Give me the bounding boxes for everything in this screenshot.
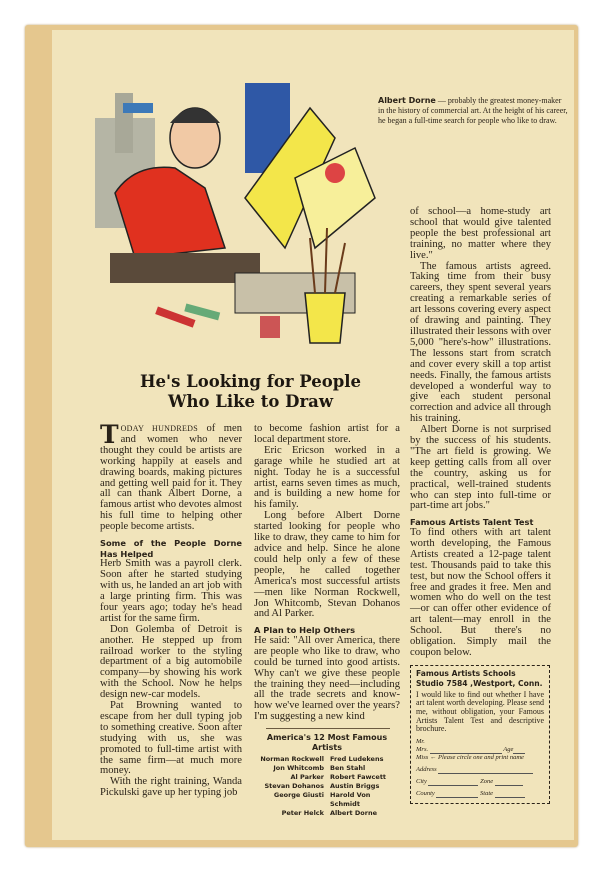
zone-label: Zone — [480, 777, 494, 785]
paragraph: Pat Browning wanted to escape from her dull typing job to something creative. Soon after studying with us, she was promoted to full-time artist with the same firm—at much more money. — [100, 700, 242, 777]
coupon-address: Studio 7584 ,Westport, Conn. — [416, 678, 543, 688]
artist-name: Fred Ludekens — [330, 755, 384, 764]
paragraph: Eric Ericson worked in a garage while he studied art at night. Today he is a successful artist, earns seven times as much, and is building a new home for his family. — [254, 444, 400, 511]
headline — [98, 372, 403, 412]
lead-words: ODAY HUNDREDS — [120, 424, 198, 433]
famous-artists-title: America's 12 Most Famous Artists — [266, 733, 388, 753]
column-2 — [254, 424, 400, 818]
city-zone-field[interactable] — [416, 778, 544, 786]
name-note: ← Please circle one and print name — [429, 753, 524, 761]
coupon-body: I would like to find out whether I have art talent worth developing. Please send me, without obligation, your Famous Artists Talent Test and descriptive brochure. — [416, 689, 544, 734]
artist-name: Robert Fawcett — [330, 773, 387, 782]
paragraph: With the right training, Wanda Pickulski gave up her typing job — [100, 776, 242, 799]
artist-name: Stevan Dohanos — [264, 782, 324, 791]
paragraph: Don Golemba of Detroit is another. He stepped up from railroad worker to the styling department of a big automobile company—by showing his work with the School. Now he helps design new-car models. — [100, 623, 242, 701]
column-3 — [410, 207, 551, 804]
county-state-field[interactable] — [416, 790, 544, 798]
paragraph: Herb Smith was a payroll clerk. Soon after he started studying with us, he landed an art job with a large printing firm. This was four years ago; today he's head artist for the same firm. — [100, 558, 242, 624]
address-field[interactable] — [416, 766, 544, 774]
subheading: A Plan to Help Others — [254, 625, 356, 636]
caption-text: — probably the greatest money-maker in the history of commercial art. At the height of his career, he began a full-time search for people who like to draw. — [378, 96, 568, 125]
title-miss: Miss — [416, 753, 429, 761]
artist-name: Harold Von Schmidt — [330, 791, 371, 809]
artist-name: Austin Briggs — [330, 782, 380, 791]
name-field[interactable] — [416, 738, 544, 762]
artist-name: Al Parker — [290, 773, 324, 782]
artist-name: George Giusti — [273, 791, 324, 800]
state-label: State — [480, 789, 494, 797]
drop-cap: T — [100, 420, 119, 449]
illustration-caption — [378, 96, 568, 126]
county-label: County — [416, 789, 435, 797]
albert-dorne-illustration — [95, 78, 390, 348]
address-label: Address — [416, 765, 437, 773]
paragraph: He said: "All over America, there are people who like to draw, who could be turned into good artists. Why can't we give these people the training they need—including all the trade secrets and know-how we've learned over the years? I'm suggesting a new kind — [254, 634, 400, 723]
paragraph: To find others with art talent worth developing, the Famous Artists created a 12-page talent test. Thousands paid to take this test, but now the School offers it free and grades it free. Men and women who do well on the test—or can offer other evidence of art talent—may enroll in the School. But there's no obligation. Simply mail the coupon below. — [410, 526, 551, 658]
artist-name: Ben Stahl — [330, 764, 366, 773]
intro-text: of men and women who never thought they could be artists are working happily at easels and drawing boards, making pictures and getting well paid for it. They all can thank Albert Dorne, a famous artist who devotes almost his full time to helping other people become artists. — [100, 423, 242, 533]
divider — [266, 728, 390, 729]
city-label: City — [416, 777, 427, 785]
headline-line-1: He's Looking for People — [139, 372, 362, 391]
paragraph: Albert Dorne is not surprised by the success of his students. "The art field is growing. We keep getting calls from all over the country, asking us for practical, well-trained students who can step into full-time or part-time art jobs." — [410, 424, 551, 512]
intro-paragraph — [100, 420, 242, 533]
caption-name: Albert Dorne — [378, 96, 436, 105]
column-1 — [100, 420, 242, 799]
paragraph: to become fashion artist for a local department store. — [254, 423, 400, 445]
paragraph: The famous artists agreed. Taking time from their busy careers, they spent several years creating a remarkable series of art lessons covering every aspect of drawing and painting. They illustrated their lessons with over 5,000 "here's-how" illustrations. The lessons start from scratch and cover every skill a top artist needs. Finally, the famous artists developed a wonderful way to give each student personal correction and advice all through his training. — [410, 260, 551, 425]
artist-name: Albert Dorne — [330, 809, 377, 818]
title-mrs: Mrs. — [416, 745, 429, 753]
artist-name: Peter Helck — [281, 809, 324, 818]
paragraph: of school—a home-study art school that would give talented people the best professional art training, no matter where they live." — [410, 206, 551, 261]
age-label: Age — [503, 745, 514, 753]
mail-coupon[interactable] — [410, 665, 550, 804]
paragraph: Long before Albert Dorne started looking for people who like to draw, they came to him for advice and help. Since he alone could help only a few of these people, he called together America's most successful artists—men like Norman Rockwell, Jon Whitcomb, Stevan Dohanos and Al Parker. — [254, 510, 400, 620]
artist-name: Jon Whitcomb — [273, 764, 324, 773]
famous-artists-list — [254, 733, 400, 818]
coupon-school: Famous Artists Schools — [416, 668, 516, 678]
subheading: Some of the People Dorne Has Helped — [100, 538, 242, 559]
headline-line-2: Who Like to Draw — [167, 392, 334, 411]
title-mr: Mr. — [416, 737, 425, 745]
artist-name: Norman Rockwell — [260, 755, 324, 764]
subheading: Famous Artists Talent Test — [410, 517, 534, 528]
